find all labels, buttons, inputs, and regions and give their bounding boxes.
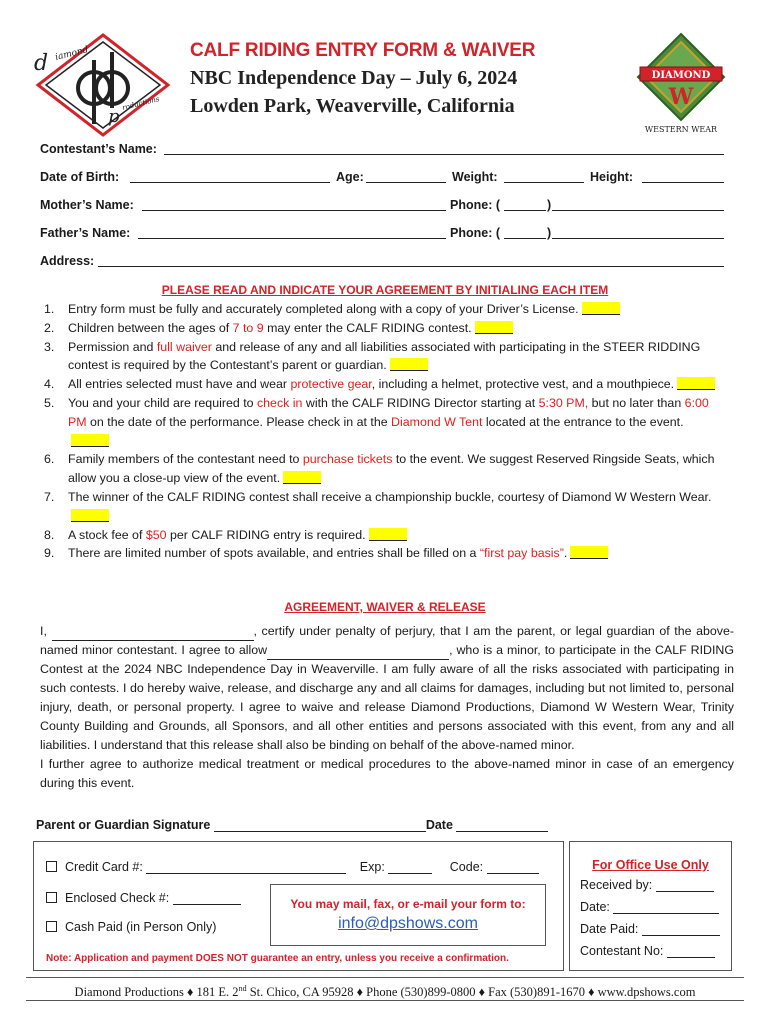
agreement-heading: AGREEMENT, WAIVER & RELEASE — [284, 600, 486, 614]
office-date-field[interactable] — [613, 901, 719, 914]
item-text: A stock fee of — [68, 527, 146, 542]
credit-card-field[interactable] — [146, 861, 346, 874]
code-field[interactable] — [487, 861, 539, 874]
initial-item — [44, 450, 724, 488]
agreement-text-1: , certify under penalty of perjury, that I am the parent, or legal guardian of the above-named minor contestant. I agree to allow — [40, 624, 735, 657]
cash-label: Cash Paid (in Person Only) — [65, 920, 217, 934]
item-text: Children between the ages of — [68, 320, 233, 335]
svg-text:W: W — [668, 84, 694, 110]
credit-card-checkbox[interactable] — [46, 861, 57, 872]
father-phone-field[interactable] — [552, 226, 724, 239]
item-text: Family members of the contestant need to — [68, 452, 303, 467]
svg-text:DIAMOND: DIAMOND — [651, 70, 711, 81]
item-number: 6. — [44, 452, 55, 467]
weight-label: Weight: — [452, 170, 498, 184]
address-row — [40, 254, 730, 274]
date-paid-row — [580, 922, 720, 936]
item-number: 9. — [44, 546, 55, 561]
weight-field[interactable] — [504, 170, 584, 183]
contestant-name-label: Contestant’s Name: — [40, 142, 157, 156]
received-by-field[interactable] — [656, 879, 714, 892]
item-emphasis: Diamond W Tent — [391, 414, 483, 429]
cash-row — [46, 920, 216, 934]
office-date-label: Date: — [580, 900, 610, 914]
guardian-name-field[interactable] — [52, 628, 254, 641]
item-text: but no later than — [588, 395, 685, 410]
credit-card-row — [46, 860, 539, 874]
form-header — [0, 0, 770, 140]
svg-text:d: d — [34, 51, 49, 76]
item-number: 7. — [44, 489, 55, 504]
medical-paragraph: I further agree to authorize medical treatment or medical procedures to the above-named minor in case of an emergency during this event. — [40, 757, 734, 790]
check-number-field[interactable] — [173, 892, 241, 905]
cash-checkbox[interactable] — [46, 921, 57, 932]
initial-instructions-heading: PLEASE READ AND INDICATE YOUR AGREEMENT BY INITIALING EACH ITEM — [161, 283, 609, 297]
age-label: Age: — [336, 170, 364, 184]
initial-field[interactable] — [475, 321, 513, 334]
check-label: Enclosed Check #: — [65, 891, 170, 905]
agreement-text — [40, 622, 734, 793]
signature-label: Parent or Guardian Signature — [36, 818, 211, 832]
signature-date-label: Date — [425, 818, 453, 832]
signature-date-field[interactable] — [456, 819, 548, 832]
signature-field[interactable] — [214, 819, 426, 832]
svg-text:iamond: iamond — [54, 45, 90, 63]
father-label: Father’s Name: — [40, 226, 131, 240]
item-text: with the CALF RIDING Director starting at — [302, 395, 539, 410]
email-link[interactable]: info@dpshows.com — [338, 915, 478, 932]
father-phone-area[interactable] — [504, 226, 546, 239]
date-paid-label: Date Paid: — [580, 922, 639, 936]
initial-field[interactable] — [71, 434, 109, 447]
date-paid-field[interactable] — [642, 923, 720, 936]
svg-text:roductions: roductions — [121, 95, 161, 112]
item-text: The winner of the CALF RIDING contest shall receive a championship buckle, courtesy of Diamond W Western Wear. — [68, 489, 712, 504]
mother-label: Mother’s Name: — [40, 198, 134, 212]
address-field[interactable] — [98, 254, 724, 267]
item-text: to the event. We suggest Reserved Ringside Seats, which allow you a close-up view of the event. — [68, 452, 715, 486]
item-text: located at the entrance to the event. — [482, 414, 684, 429]
footer-address-b: St. Chico, CA 95928 ♦ Phone (530)899-0800 ♦ Fax (530)891-1670 ♦ www.dpshows.com — [246, 985, 696, 1000]
item-emphasis: “first pay basis” — [479, 546, 564, 561]
footer-sup: nd — [238, 984, 247, 993]
mother-field[interactable] — [142, 198, 446, 211]
item-number: 1. — [44, 302, 55, 316]
item-emphasis: full waiver — [156, 339, 212, 354]
mail-info-box — [270, 884, 546, 946]
initial-field[interactable] — [677, 377, 715, 390]
initial-items-list — [44, 300, 724, 563]
minor-name-field[interactable] — [267, 647, 449, 660]
height-label: Height: — [590, 170, 634, 184]
initial-item — [44, 300, 724, 319]
received-by-row — [580, 878, 714, 892]
check-row — [46, 891, 241, 905]
payment-box — [33, 841, 564, 971]
item-number: 5. — [44, 395, 55, 410]
form-title: CALF RIDING ENTRY FORM & WAIVER — [190, 40, 536, 61]
item-text: Entry form must be fully and accurately completed along with a copy of your Driver’s License. — [68, 302, 579, 316]
initial-field[interactable] — [582, 302, 620, 315]
item-text: on the date of the performance. Please check in at the — [86, 414, 392, 429]
initial-item — [44, 375, 724, 394]
agreement-text-2: , who is a minor, to participate in the CALF RIDING Contest at the 2024 NBC Independence Day in Weaverville. I am fully aware of all the risks associated with participating in such contests. I do hereby waive, release, and discharge any and all claims for damages, including but not limited to, personal injury, death, or personal property. I agree to waive and release Diamond Productions, Diamond W Western Wear, Trinity County Building and Grounds, all Sponsors, and all other entities and persons associated with this event, from any and all liabilities. I understand that this release shall also be binding on behalf of the above-named minor. — [40, 643, 735, 752]
item-text: There are limited number of spots available, and entries shall be filled on a — [68, 546, 480, 561]
item-emphasis: $50 — [145, 527, 167, 542]
father-phone-label: Phone: ( — [450, 226, 500, 240]
contestant-no-row — [580, 944, 715, 958]
item-emphasis: protective gear — [290, 377, 372, 392]
item-number: 8. — [44, 527, 55, 542]
item-number: 4. — [44, 377, 55, 392]
item-emphasis: 7 to 9 — [232, 320, 264, 335]
signature-row — [36, 818, 736, 832]
svg-text:WESTERN WEAR: WESTERN WEAR — [644, 125, 718, 134]
contestant-no-label: Contestant No: — [580, 944, 664, 958]
exp-field[interactable] — [388, 861, 432, 874]
item-text: Permission and — [68, 339, 157, 354]
initial-item — [44, 394, 724, 450]
dob-row — [40, 170, 730, 190]
initial-field[interactable] — [71, 509, 109, 522]
exp-label: Exp: — [359, 860, 385, 874]
initial-field[interactable] — [283, 471, 321, 484]
item-text: may enter the CALF RIDING contest. — [263, 320, 472, 335]
item-emphasis: 6:00 PM — [68, 395, 709, 429]
dob-field[interactable] — [130, 170, 330, 183]
item-text: per CALF RIDING entry is required. — [166, 527, 366, 542]
contestant-no-field[interactable] — [667, 945, 715, 958]
initial-item — [44, 488, 724, 526]
item-number: 2. — [44, 320, 55, 335]
office-date-row — [580, 900, 719, 914]
item-emphasis: purchase tickets — [302, 452, 393, 467]
initial-field[interactable] — [570, 546, 608, 559]
diamond-productions-logo — [28, 30, 178, 140]
item-text: You and your child are required to — [68, 395, 257, 410]
item-text: , including a helmet, protective vest, and a mouthpiece. — [371, 377, 675, 392]
event-date: NBC Independence Day – July 6, 2024 — [190, 67, 518, 89]
code-label: Code: — [449, 860, 484, 874]
initial-item — [44, 544, 724, 563]
initial-field[interactable] — [390, 358, 428, 371]
mother-phone-close: ) — [547, 198, 552, 212]
agreement-lead: I, — [40, 624, 52, 638]
item-text: All entries selected must have and wear — [68, 377, 291, 392]
office-use-box — [569, 841, 732, 971]
payment-note: Note: Application and payment DOES NOT guarantee an entry, unless you receive a confirmation. — [46, 953, 509, 964]
item-number: 3. — [44, 339, 55, 354]
address-label: Address: — [40, 254, 95, 268]
check-checkbox[interactable] — [46, 892, 57, 903]
father-row — [40, 226, 730, 246]
mother-phone-label: Phone: ( — [450, 198, 500, 212]
father-field[interactable] — [138, 226, 446, 239]
item-emphasis: 5:30 PM, — [538, 395, 589, 410]
initial-item — [44, 338, 724, 376]
title-block — [190, 38, 590, 120]
event-location: Lowden Park, Weaverville, California — [190, 95, 515, 117]
footer-address-a: Diamond Productions ♦ 181 E. 2 — [74, 985, 239, 1000]
contestant-name-field[interactable] — [164, 142, 724, 155]
mother-phone-area[interactable] — [504, 198, 546, 211]
item-text: and release of any and all liabilities associated with participating in the STEER RIDDING contest is required by the Contestant’s parent or guardian. — [68, 339, 701, 373]
received-by-label: Received by: — [580, 878, 653, 892]
dob-label: Date of Birth: — [40, 170, 120, 184]
mail-instructions: You may mail, fax, or e-mail your form to: — [290, 897, 526, 911]
mother-row — [40, 198, 730, 218]
initial-item — [44, 526, 724, 545]
mother-phone-field[interactable] — [552, 198, 724, 211]
credit-card-label: Credit Card #: — [65, 860, 143, 874]
item-text: . — [563, 546, 568, 561]
initial-field[interactable] — [369, 528, 407, 541]
diamond-w-logo — [636, 32, 726, 137]
height-field[interactable] — [642, 170, 724, 183]
svg-text:p: p — [108, 106, 120, 127]
age-field[interactable] — [366, 170, 446, 183]
agreement-paragraph — [40, 622, 734, 755]
item-emphasis: check in — [256, 395, 303, 410]
initial-item — [44, 319, 724, 338]
contestant-name-row — [40, 142, 730, 162]
office-use-title: For Office Use Only — [592, 858, 709, 872]
father-phone-close: ) — [547, 226, 552, 240]
footer-contact — [26, 977, 744, 1001]
